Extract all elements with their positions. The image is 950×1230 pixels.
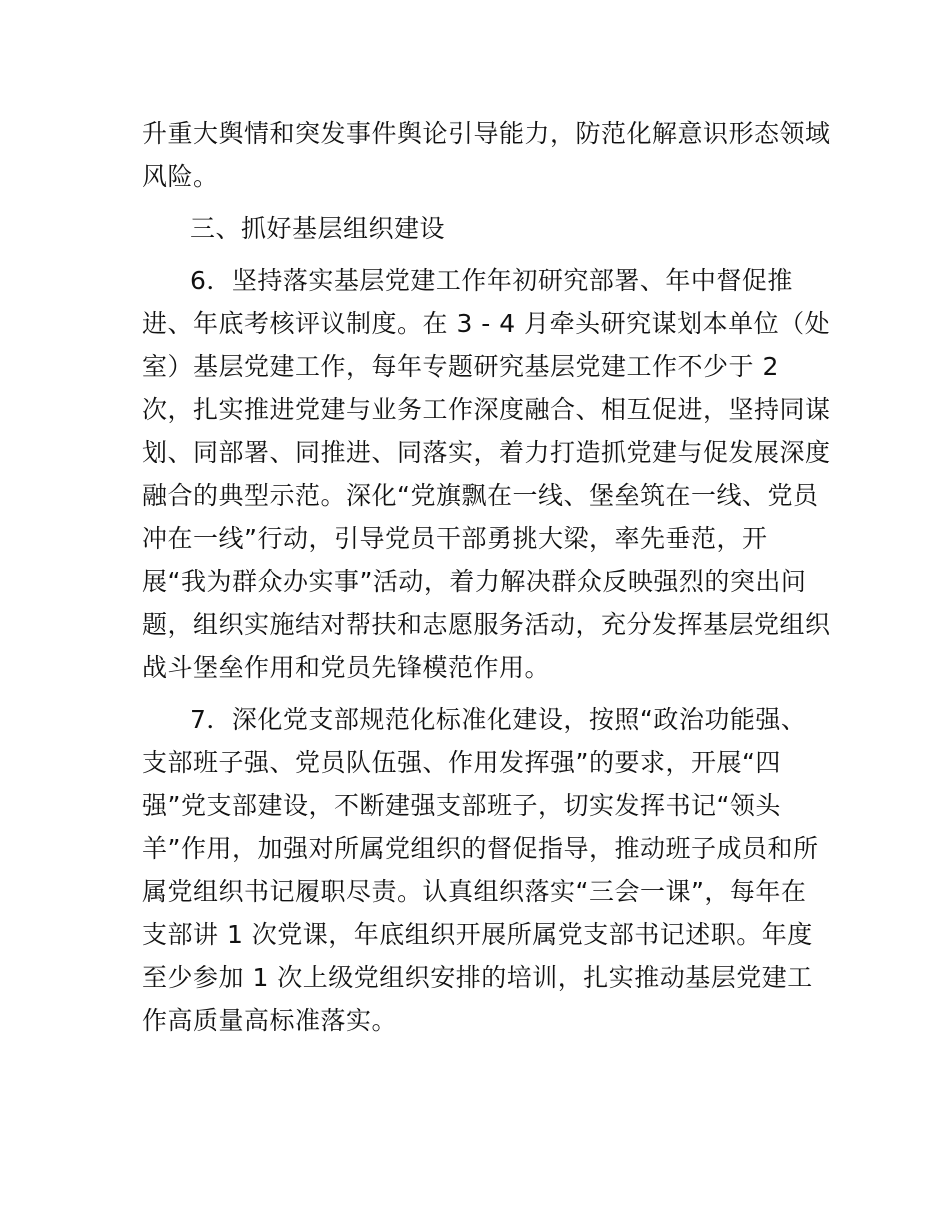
paragraph-line: 至少参加 1 次上级党组织安排的培训，扎实推动基层党建工	[142, 963, 813, 992]
paragraph-line: 升重大舆情和突发事件舆论引导能力，防范化解意识形态领域	[142, 119, 831, 148]
paragraph-line: 羊”作用，加强对所属党组织的督促指导，推动班子成员和所	[142, 834, 819, 863]
paragraph-line: 风险。	[142, 162, 219, 191]
paragraph-line: 6．坚持落实基层党建工作年初研究部署、年中督促推	[190, 266, 793, 295]
paragraph-line: 强”党支部建设，不断建强支部班子，切实发挥书记“领头	[142, 791, 781, 820]
document-page	[142, 112, 831, 1042]
paragraph-line: 7．深化党支部规范化标准化建设，按照“政治功能强、	[190, 705, 807, 734]
paragraph-line: 展“我为群众办实事”活动，着力解决群众反映强烈的突出问	[142, 567, 807, 596]
paragraph-line: 属党组织书记履职尽责。认真组织落实“三会一课”，每年在	[142, 877, 807, 906]
section-heading: 三、抓好基层组织建设	[190, 214, 446, 243]
paragraph-line: 支部班子强、党员队伍强、作用发挥强”的要求，开展“四	[142, 748, 781, 777]
paragraph-line: 室）基层党建工作，每年专题研究基层党建工作不少于 2	[142, 352, 779, 381]
paragraph-line: 战斗堡垒作用和党员先锋模范作用。	[142, 653, 551, 682]
paragraph-line: 题，组织实施结对帮扶和志愿服务活动，充分发挥基层党组织	[142, 610, 831, 639]
paragraph-line: 进、年底考核评议制度。在 3 - 4 月牵头研究谋划本单位（处	[142, 309, 831, 338]
paragraph-line: 次，扎实推进党建与业务工作深度融合、相互促进，坚持同谋	[142, 395, 831, 424]
paragraph-line: 划、同部署、同推进、同落实，着力打造抓党建与促发展深度	[142, 438, 831, 467]
paragraph-line: 融合的典型示范。深化“党旗飘在一线、堡垒筑在一线、党员	[142, 481, 819, 510]
paragraph-line: 作高质量高标准落实。	[142, 1006, 398, 1035]
paragraph-line: 冲在一线”行动，引导党员干部勇挑大梁，率先垂范，开	[142, 524, 768, 553]
paragraph-line: 支部讲 1 次党课，年底组织开展所属党支部书记述职。年度	[142, 920, 813, 949]
